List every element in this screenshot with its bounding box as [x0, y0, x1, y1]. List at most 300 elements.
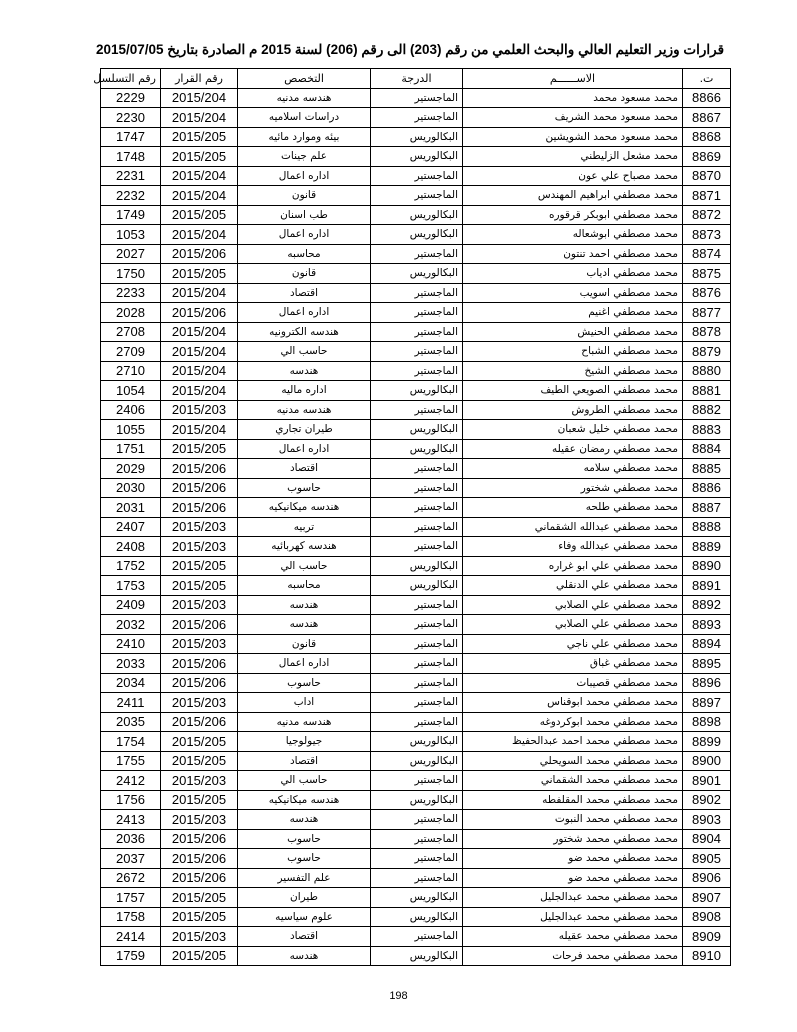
- cell-no: 8876: [683, 283, 731, 303]
- cell-decision: 2015/203: [161, 537, 238, 557]
- header-no: ت.: [683, 69, 731, 89]
- page-title: قرارات وزير التعليم العالي والبحث العلمي من رقم (203) الى رقم (206) لسنة 2015 م الصادرة بتاريخ 2015/07/05: [95, 42, 725, 57]
- cell-degree: الماجستير: [371, 186, 463, 206]
- table-row: [101, 771, 731, 791]
- table-row: [101, 888, 731, 908]
- table-row: [101, 166, 731, 186]
- cell-no: 8868: [683, 127, 731, 147]
- cell-no: 8877: [683, 303, 731, 323]
- cell-name: محمد مصطفي الصويعي الطيف: [463, 381, 683, 401]
- cell-serial: 2710: [101, 361, 161, 381]
- cell-serial: 2406: [101, 400, 161, 420]
- cell-serial: 2036: [101, 829, 161, 849]
- cell-decision: 2015/203: [161, 810, 238, 830]
- cell-degree: الماجستير: [371, 693, 463, 713]
- table-row: [101, 790, 731, 810]
- cell-specialty: هندسه مدنيه: [238, 712, 371, 732]
- cell-decision: 2015/205: [161, 147, 238, 167]
- cell-specialty: هندسه الكترونيه: [238, 322, 371, 342]
- cell-specialty: اقتصاد: [238, 283, 371, 303]
- cell-degree: الماجستير: [371, 673, 463, 693]
- cell-specialty: اداره اعمال: [238, 166, 371, 186]
- cell-no: 8895: [683, 654, 731, 674]
- cell-decision: 2015/205: [161, 732, 238, 752]
- cell-degree: الماجستير: [371, 517, 463, 537]
- cell-specialty: حاسب الي: [238, 771, 371, 791]
- cell-specialty: هندسه مدنيه: [238, 88, 371, 108]
- cell-name: محمد مصطفي محمد المقلفطه: [463, 790, 683, 810]
- cell-no: 8898: [683, 712, 731, 732]
- cell-name: محمد مصطفي شختور: [463, 478, 683, 498]
- cell-degree: الماجستير: [371, 537, 463, 557]
- cell-name: محمد مصطفي محمد فرحات: [463, 946, 683, 966]
- table-row: [101, 420, 731, 440]
- table-row: [101, 244, 731, 264]
- cell-no: 8873: [683, 225, 731, 245]
- table-row: [101, 517, 731, 537]
- cell-degree: الماجستير: [371, 829, 463, 849]
- cell-degree: البكالوريس: [371, 790, 463, 810]
- cell-degree: الماجستير: [371, 849, 463, 869]
- cell-name: محمد مصطفي محمد النبوت: [463, 810, 683, 830]
- cell-no: 8892: [683, 595, 731, 615]
- cell-no: 8894: [683, 634, 731, 654]
- table-row: [101, 88, 731, 108]
- cell-decision: 2015/205: [161, 439, 238, 459]
- table-row: [101, 127, 731, 147]
- cell-degree: البكالوريس: [371, 576, 463, 596]
- cell-degree: البكالوريس: [371, 420, 463, 440]
- cell-serial: 1054: [101, 381, 161, 401]
- cell-decision: 2015/206: [161, 712, 238, 732]
- cell-no: 8901: [683, 771, 731, 791]
- cell-serial: 2414: [101, 927, 161, 947]
- cell-specialty: هندسه ميكانيكيه: [238, 790, 371, 810]
- cell-serial: 2231: [101, 166, 161, 186]
- table-row: [101, 303, 731, 323]
- cell-no: 8899: [683, 732, 731, 752]
- cell-specialty: علم جينات: [238, 147, 371, 167]
- cell-degree: الماجستير: [371, 810, 463, 830]
- table-body: [101, 88, 731, 966]
- cell-no: 8867: [683, 108, 731, 128]
- cell-specialty: قانون: [238, 186, 371, 206]
- cell-specialty: قانون: [238, 264, 371, 284]
- cell-decision: 2015/204: [161, 381, 238, 401]
- cell-no: 8881: [683, 381, 731, 401]
- cell-degree: البكالوريس: [371, 147, 463, 167]
- cell-no: 8875: [683, 264, 731, 284]
- cell-name: محمد مصطفي محمد عبدالجليل: [463, 888, 683, 908]
- cell-serial: 2233: [101, 283, 161, 303]
- cell-specialty: حاسوب: [238, 829, 371, 849]
- cell-name: محمد مصطفي الحنيش: [463, 322, 683, 342]
- cell-decision: 2015/206: [161, 849, 238, 869]
- table-row: [101, 556, 731, 576]
- table-row: [101, 342, 731, 362]
- cell-serial: 1756: [101, 790, 161, 810]
- cell-decision: 2015/206: [161, 244, 238, 264]
- cell-degree: الماجستير: [371, 88, 463, 108]
- cell-serial: 1753: [101, 576, 161, 596]
- cell-degree: الماجستير: [371, 478, 463, 498]
- cell-specialty: بيئه وموارد مائيه: [238, 127, 371, 147]
- cell-degree: البكالوريس: [371, 556, 463, 576]
- cell-no: 8891: [683, 576, 731, 596]
- table-row: [101, 225, 731, 245]
- cell-specialty: اداب: [238, 693, 371, 713]
- cell-serial: 2672: [101, 868, 161, 888]
- cell-name: محمد مصطفي محمد السويحلي: [463, 751, 683, 771]
- cell-degree: الماجستير: [371, 322, 463, 342]
- cell-specialty: طب اسنان: [238, 205, 371, 225]
- table-row: [101, 381, 731, 401]
- cell-no: 8870: [683, 166, 731, 186]
- cell-specialty: دراسات اسلاميه: [238, 108, 371, 128]
- table-row: [101, 361, 731, 381]
- cell-decision: 2015/206: [161, 673, 238, 693]
- cell-specialty: حاسب الي: [238, 342, 371, 362]
- table-row: [101, 732, 731, 752]
- cell-serial: 1053: [101, 225, 161, 245]
- table-row: [101, 264, 731, 284]
- cell-serial: 2411: [101, 693, 161, 713]
- cell-decision: 2015/203: [161, 927, 238, 947]
- cell-degree: الماجستير: [371, 361, 463, 381]
- cell-decision: 2015/205: [161, 907, 238, 927]
- cell-decision: 2015/204: [161, 108, 238, 128]
- cell-name: محمد مصطفي غباق: [463, 654, 683, 674]
- cell-no: 8907: [683, 888, 731, 908]
- cell-serial: 2029: [101, 459, 161, 479]
- cell-serial: 1759: [101, 946, 161, 966]
- table-header-row: [101, 69, 731, 89]
- cell-degree: البكالوريس: [371, 439, 463, 459]
- cell-serial: 1748: [101, 147, 161, 167]
- table-row: [101, 868, 731, 888]
- table-row: [101, 478, 731, 498]
- cell-no: 8910: [683, 946, 731, 966]
- cell-name: محمد مصطفي طلحه: [463, 498, 683, 518]
- cell-no: 8882: [683, 400, 731, 420]
- cell-serial: 2031: [101, 498, 161, 518]
- cell-decision: 2015/205: [161, 751, 238, 771]
- cell-specialty: هندسه مدنيه: [238, 400, 371, 420]
- cell-specialty: اداره اعمال: [238, 439, 371, 459]
- cell-degree: البكالوريس: [371, 381, 463, 401]
- cell-name: محمد مصطفي احمد تنتون: [463, 244, 683, 264]
- cell-no: 8888: [683, 517, 731, 537]
- cell-no: 8879: [683, 342, 731, 362]
- cell-serial: 1752: [101, 556, 161, 576]
- cell-degree: الماجستير: [371, 615, 463, 635]
- cell-decision: 2015/206: [161, 498, 238, 518]
- cell-decision: 2015/204: [161, 322, 238, 342]
- cell-serial: 2037: [101, 849, 161, 869]
- cell-no: 8903: [683, 810, 731, 830]
- cell-no: 8883: [683, 420, 731, 440]
- cell-degree: البكالوريس: [371, 732, 463, 752]
- cell-name: محمد مصطفي الطروش: [463, 400, 683, 420]
- cell-no: 8905: [683, 849, 731, 869]
- cell-serial: 2413: [101, 810, 161, 830]
- table-row: [101, 400, 731, 420]
- cell-decision: 2015/203: [161, 595, 238, 615]
- cell-decision: 2015/204: [161, 361, 238, 381]
- cell-name: محمد مصطفي محمد ابوكردوغه: [463, 712, 683, 732]
- table-row: [101, 147, 731, 167]
- cell-specialty: محاسبه: [238, 576, 371, 596]
- cell-decision: 2015/204: [161, 283, 238, 303]
- cell-degree: الماجستير: [371, 108, 463, 128]
- cell-specialty: هندسه: [238, 361, 371, 381]
- cell-name: محمد مصطفي ابوشعاله: [463, 225, 683, 245]
- header-decision: رقم القرار: [161, 69, 238, 89]
- cell-no: 8902: [683, 790, 731, 810]
- cell-degree: الماجستير: [371, 595, 463, 615]
- cell-serial: 2412: [101, 771, 161, 791]
- cell-specialty: اداره ماليه: [238, 381, 371, 401]
- cell-degree: الماجستير: [371, 244, 463, 264]
- cell-name: محمد مصطفي محمد ضو: [463, 868, 683, 888]
- cell-specialty: هندسه: [238, 615, 371, 635]
- cell-decision: 2015/205: [161, 946, 238, 966]
- cell-decision: 2015/206: [161, 615, 238, 635]
- cell-decision: 2015/205: [161, 264, 238, 284]
- cell-degree: البكالوريس: [371, 205, 463, 225]
- cell-no: 8908: [683, 907, 731, 927]
- cell-no: 8890: [683, 556, 731, 576]
- cell-serial: 1755: [101, 751, 161, 771]
- cell-specialty: حاسوب: [238, 478, 371, 498]
- cell-decision: 2015/203: [161, 771, 238, 791]
- results-table: [93, 68, 731, 966]
- cell-decision: 2015/205: [161, 556, 238, 576]
- cell-name: محمد مصطفي محمد ابوقناس: [463, 693, 683, 713]
- table-row: [101, 654, 731, 674]
- cell-decision: 2015/205: [161, 888, 238, 908]
- cell-decision: 2015/204: [161, 420, 238, 440]
- cell-serial: 1749: [101, 205, 161, 225]
- cell-decision: 2015/206: [161, 303, 238, 323]
- cell-decision: 2015/204: [161, 88, 238, 108]
- cell-name: محمد مصطفي محمد احمد عبدالحفيظ: [463, 732, 683, 752]
- cell-no: 8900: [683, 751, 731, 771]
- cell-serial: 2410: [101, 634, 161, 654]
- cell-name: محمد مصطفي محمد الشقماني: [463, 771, 683, 791]
- cell-no: 8896: [683, 673, 731, 693]
- cell-serial: 1747: [101, 127, 161, 147]
- table-row: [101, 186, 731, 206]
- cell-serial: 2232: [101, 186, 161, 206]
- table-row: [101, 907, 731, 927]
- cell-no: 8878: [683, 322, 731, 342]
- cell-name: محمد مصطفي اسويب: [463, 283, 683, 303]
- cell-degree: الماجستير: [371, 498, 463, 518]
- cell-specialty: تربيه: [238, 517, 371, 537]
- cell-degree: الماجستير: [371, 459, 463, 479]
- cell-decision: 2015/204: [161, 186, 238, 206]
- cell-specialty: علوم سياسيه: [238, 907, 371, 927]
- cell-serial: 2229: [101, 88, 161, 108]
- cell-specialty: اقتصاد: [238, 459, 371, 479]
- cell-serial: 2230: [101, 108, 161, 128]
- cell-serial: 1055: [101, 420, 161, 440]
- cell-no: 8893: [683, 615, 731, 635]
- cell-name: محمد مصطفي علي الصلابي: [463, 615, 683, 635]
- cell-name: محمد مسعود محمد الشويشين: [463, 127, 683, 147]
- table-row: [101, 829, 731, 849]
- cell-name: محمد مصطفي علي الصلابي: [463, 595, 683, 615]
- cell-serial: 1750: [101, 264, 161, 284]
- cell-name: محمد مصطفي عبدالله وفاء: [463, 537, 683, 557]
- cell-name: محمد مسعود محمد: [463, 88, 683, 108]
- cell-degree: الماجستير: [371, 400, 463, 420]
- cell-name: محمد مصباح علي عون: [463, 166, 683, 186]
- cell-specialty: علم التفسير: [238, 868, 371, 888]
- cell-degree: البكالوريس: [371, 946, 463, 966]
- cell-no: 8904: [683, 829, 731, 849]
- cell-name: محمد مصطفي الشباح: [463, 342, 683, 362]
- cell-serial: 1758: [101, 907, 161, 927]
- cell-specialty: اداره اعمال: [238, 225, 371, 245]
- cell-no: 8886: [683, 478, 731, 498]
- cell-no: 8897: [683, 693, 731, 713]
- cell-degree: الماجستير: [371, 771, 463, 791]
- table-row: [101, 693, 731, 713]
- table-row: [101, 810, 731, 830]
- cell-no: 8871: [683, 186, 731, 206]
- cell-specialty: حاسوب: [238, 849, 371, 869]
- table-row: [101, 673, 731, 693]
- cell-decision: 2015/204: [161, 225, 238, 245]
- table-row: [101, 927, 731, 947]
- header-serial: رقم التسلسل: [101, 69, 161, 89]
- header-degree: الدرجة: [371, 69, 463, 89]
- cell-specialty: اقتصاد: [238, 927, 371, 947]
- cell-degree: الماجستير: [371, 303, 463, 323]
- cell-name: محمد مصطفي علي ابو غراره: [463, 556, 683, 576]
- cell-degree: الماجستير: [371, 166, 463, 186]
- cell-no: 8887: [683, 498, 731, 518]
- cell-name: محمد مصطفي محمد عبدالجليل: [463, 907, 683, 927]
- cell-serial: 2407: [101, 517, 161, 537]
- cell-specialty: محاسبه: [238, 244, 371, 264]
- cell-decision: 2015/206: [161, 654, 238, 674]
- cell-serial: 2034: [101, 673, 161, 693]
- cell-degree: الماجستير: [371, 712, 463, 732]
- header-name: الاســــــم: [463, 69, 683, 89]
- cell-decision: 2015/206: [161, 459, 238, 479]
- page-number: 198: [389, 990, 408, 1002]
- cell-serial: 2033: [101, 654, 161, 674]
- cell-degree: البكالوريس: [371, 225, 463, 245]
- cell-serial: 2032: [101, 615, 161, 635]
- cell-serial: 2408: [101, 537, 161, 557]
- cell-name: محمد مصطفي اغنيم: [463, 303, 683, 323]
- cell-name: محمد مصطفي الشيخ: [463, 361, 683, 381]
- cell-decision: 2015/206: [161, 829, 238, 849]
- cell-serial: 2035: [101, 712, 161, 732]
- cell-no: 8909: [683, 927, 731, 947]
- cell-no: 8874: [683, 244, 731, 264]
- cell-name: محمد مصطفي علي الدنقلي: [463, 576, 683, 596]
- cell-name: محمد مصطفي رمضان عقيله: [463, 439, 683, 459]
- cell-degree: الماجستير: [371, 634, 463, 654]
- cell-no: 8884: [683, 439, 731, 459]
- cell-name: محمد مصطفي محمد ضو: [463, 849, 683, 869]
- cell-serial: 2028: [101, 303, 161, 323]
- cell-name: محمد مصطفي ابراهيم المهندس: [463, 186, 683, 206]
- table-row: [101, 108, 731, 128]
- cell-no: 8885: [683, 459, 731, 479]
- cell-decision: 2015/204: [161, 342, 238, 362]
- cell-decision: 2015/203: [161, 400, 238, 420]
- cell-degree: البكالوريس: [371, 907, 463, 927]
- cell-name: محمد مصطفي عبدالله الشقماني: [463, 517, 683, 537]
- cell-degree: الماجستير: [371, 342, 463, 362]
- cell-decision: 2015/205: [161, 205, 238, 225]
- cell-no: 8872: [683, 205, 731, 225]
- cell-specialty: هندسه: [238, 946, 371, 966]
- cell-decision: 2015/204: [161, 166, 238, 186]
- table-row: [101, 537, 731, 557]
- cell-specialty: هندسه: [238, 810, 371, 830]
- cell-degree: البكالوريس: [371, 751, 463, 771]
- cell-no: 8869: [683, 147, 731, 167]
- cell-specialty: طيران: [238, 888, 371, 908]
- cell-specialty: اقتصاد: [238, 751, 371, 771]
- cell-decision: 2015/203: [161, 517, 238, 537]
- cell-specialty: اداره اعمال: [238, 654, 371, 674]
- cell-name: محمد مسعود محمد الشريف: [463, 108, 683, 128]
- cell-no: 8906: [683, 868, 731, 888]
- cell-no: 8866: [683, 88, 731, 108]
- cell-specialty: جيولوجيا: [238, 732, 371, 752]
- table-row: [101, 595, 731, 615]
- table-row: [101, 634, 731, 654]
- table-row: [101, 322, 731, 342]
- cell-specialty: حاسب الي: [238, 556, 371, 576]
- cell-no: 8880: [683, 361, 731, 381]
- table-row: [101, 751, 731, 771]
- cell-serial: 2708: [101, 322, 161, 342]
- table-row: [101, 205, 731, 225]
- cell-degree: البكالوريس: [371, 264, 463, 284]
- cell-serial: 1757: [101, 888, 161, 908]
- cell-name: محمد مصطفي قصيبات: [463, 673, 683, 693]
- cell-name: محمد مصطفي ابوبكر قرقوره: [463, 205, 683, 225]
- table-row: [101, 946, 731, 966]
- cell-specialty: هندسه: [238, 595, 371, 615]
- cell-degree: البكالوريس: [371, 127, 463, 147]
- table-row: [101, 712, 731, 732]
- table-row: [101, 439, 731, 459]
- cell-decision: 2015/203: [161, 634, 238, 654]
- cell-serial: 2027: [101, 244, 161, 264]
- cell-degree: الماجستير: [371, 654, 463, 674]
- cell-serial: 2709: [101, 342, 161, 362]
- cell-decision: 2015/205: [161, 576, 238, 596]
- cell-decision: 2015/205: [161, 127, 238, 147]
- cell-no: 8889: [683, 537, 731, 557]
- table-row: [101, 576, 731, 596]
- cell-decision: 2015/203: [161, 693, 238, 713]
- table-row: [101, 615, 731, 635]
- cell-degree: الماجستير: [371, 868, 463, 888]
- table-row: [101, 283, 731, 303]
- cell-name: محمد مصطفي ادياب: [463, 264, 683, 284]
